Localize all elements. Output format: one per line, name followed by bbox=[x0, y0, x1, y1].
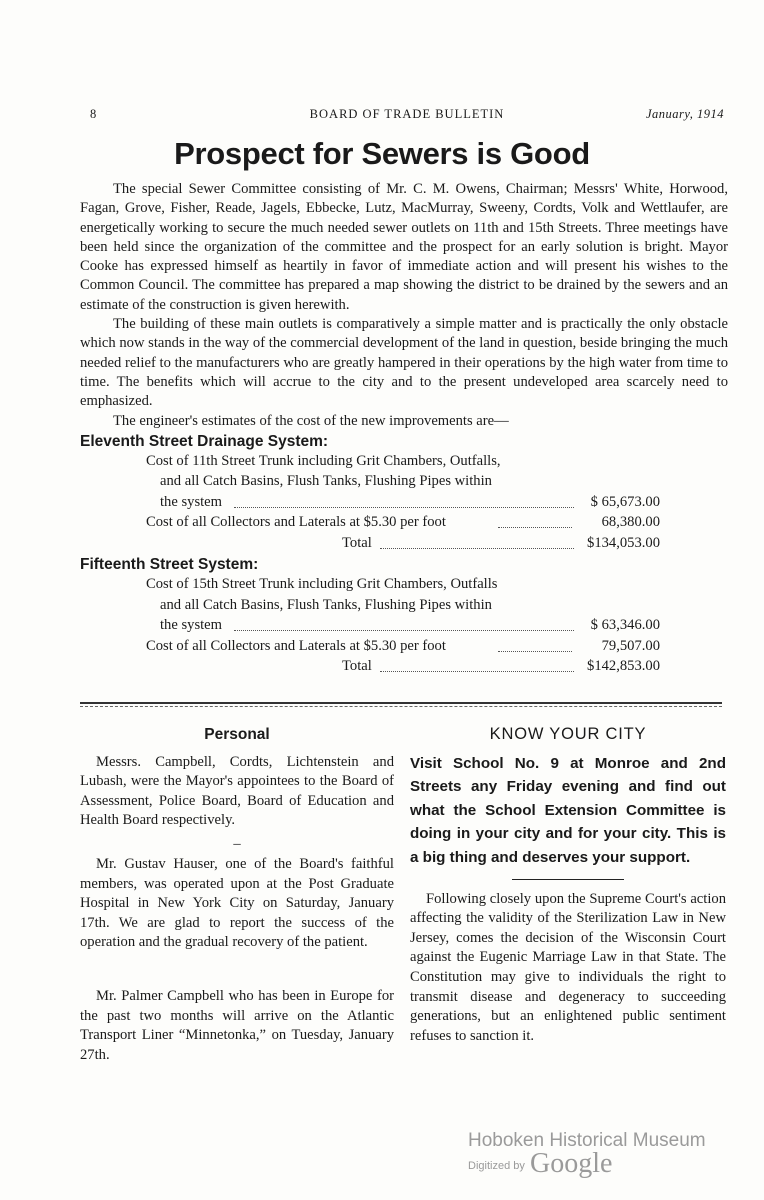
know-your-city-body: Visit School No. 9 at Monroe and 2nd Streets any Friday evening and find out what the School Extension Committee is doing in your city and for your city. This is a big thing and deserves your support. bbox=[410, 754, 726, 866]
personal-item-2: Mr. Gustav Hauser, one of the Board's faithful members, was operated upon at the Post Graduate Hospital in New York City on Saturday, January 17th. We are glad to report the success of the operation and the gradual recovery of the patient. bbox=[80, 855, 394, 951]
know-your-city-column bbox=[410, 725, 726, 1046]
sewer-article bbox=[80, 180, 728, 678]
item-separator: – bbox=[233, 835, 241, 852]
eleventh-trunk-line-3: the system bbox=[160, 493, 223, 510]
eleventh-trunk-line-2: and all Catch Basins, Flush Tanks, Flushing Pipes within bbox=[160, 473, 492, 490]
personal-item-3: Mr. Palmer Campbell who has been in Europe for the past two months will arrive on the Atlantic Transport Liner “Minnetonka,” on Tuesday, January 27th. bbox=[80, 987, 394, 1063]
fifteenth-street-estimates bbox=[80, 575, 728, 678]
eugenics-paragraph: Following closely upon the Supreme Court's action affecting the validity of the Sterilization Law in New Jersey, comes the decision of the Wisconsin Court against the Eugenic Marriage Law in that State. The Constitution may give to individuals the right to transmit disease and degeneracy to succeeding generations, but an enlightened public sentiment refuses to sanction it. bbox=[410, 890, 726, 1044]
running-header bbox=[90, 107, 724, 125]
eleventh-collectors-amount: 68,380.00 bbox=[601, 514, 660, 531]
personal-column bbox=[80, 725, 394, 1065]
fifteenth-trunk-line-1: Cost of 15th Street Trunk including Grit Chambers, Outfalls bbox=[146, 576, 498, 593]
google-logo: Google bbox=[530, 1148, 613, 1179]
fifteenth-collectors-amount: 79,507.00 bbox=[601, 637, 660, 654]
publication-title: BOARD OF TRADE BULLETIN bbox=[309, 107, 505, 121]
fifteenth-collectors-label: Cost of all Collectors and Laterals at $5.30 per foot bbox=[146, 637, 446, 654]
leader-dots bbox=[498, 513, 572, 528]
fifteenth-total-amount: $142,853.00 bbox=[587, 658, 660, 675]
leader-dots bbox=[234, 493, 574, 508]
article-paragraph-2: The building of these main outlets is comparatively a simple matter and is practically the only obstacle which now stands in the way of the commercial development of the land in question, beside bringing the much needed relief to the manufacturers who are greatly hampered in their operations by the high water from time to time. The benefits which will accrue to the city and to the present undeveloped area scarcely need to emphasized. bbox=[80, 316, 728, 410]
know-your-city-heading: KNOW YOUR CITY bbox=[489, 725, 647, 743]
section-divider bbox=[80, 702, 722, 704]
leader-dots bbox=[380, 534, 574, 549]
column-rule bbox=[512, 879, 624, 880]
issue-date: January, 1914 bbox=[645, 107, 724, 121]
eleventh-trunk-line-1: Cost of 11th Street Trunk including Grit Chambers, Outfalls, bbox=[146, 452, 501, 469]
article-paragraph-1: The special Sewer Committee consisting of Mr. C. M. Owens, Chairman; Messrs' White, Horwood, Fagan, Grove, Fisher, Reade, Jagels, Ebbecke, Lutz, MacMurray, Sweeny, Cordts, Volk and Wettlaufer, are energetically working to secure the much needed sewer outlets on 11th and 15th Streets. Three meetings have been held since the organization of the committee and the prospect for an early solution is bright. Mayor Cooke has expressed himself as heartily in favor of immediate action and will present his wishes to the Common Council. The committee has prepared a map showing the district to be drained by the sewers and an estimate of the construction is given herewith. bbox=[80, 181, 728, 313]
eleventh-street-estimates bbox=[80, 452, 728, 555]
personal-heading: Personal bbox=[204, 726, 270, 743]
eleventh-street-heading: Eleventh Street Drainage System: bbox=[80, 432, 329, 450]
estimates-intro: The engineer's estimates of the cost of the new improvements are— bbox=[113, 412, 509, 429]
fifteenth-trunk-line-3: the system bbox=[160, 617, 223, 634]
museum-watermark bbox=[468, 1130, 706, 1179]
museum-name: Hoboken Historical Museum bbox=[468, 1130, 706, 1151]
digitized-by-label: Digitized by bbox=[468, 1160, 525, 1172]
leader-dots bbox=[234, 616, 574, 631]
fifteenth-trunk-line-2: and all Catch Basins, Flush Tanks, Flushing Pipes within bbox=[160, 596, 492, 613]
fifteenth-street-heading: Fifteenth Street System: bbox=[80, 556, 259, 574]
fifteenth-trunk-amount: $ 63,346.00 bbox=[590, 617, 660, 634]
section-divider-dashed bbox=[80, 706, 722, 707]
eleventh-total-label: Total bbox=[342, 534, 372, 551]
fifteenth-total-label: Total bbox=[342, 658, 372, 675]
personal-item-1: Messrs. Campbell, Cordts, Lichtenstein and Lubash, were the Mayor's appointees to the Board of Assessment, Police Board, Board of Education and Health Board respectively. bbox=[80, 753, 394, 829]
page-number: 8 bbox=[90, 107, 98, 121]
leader-dots bbox=[498, 637, 572, 652]
article-headline: Prospect for Sewers is Good bbox=[174, 136, 590, 171]
leader-dots bbox=[380, 657, 574, 672]
eleventh-trunk-amount: $ 65,673.00 bbox=[590, 493, 660, 510]
eleventh-collectors-label: Cost of all Collectors and Laterals at $5.30 per foot bbox=[146, 514, 446, 531]
eleventh-total-amount: $134,053.00 bbox=[587, 534, 660, 551]
